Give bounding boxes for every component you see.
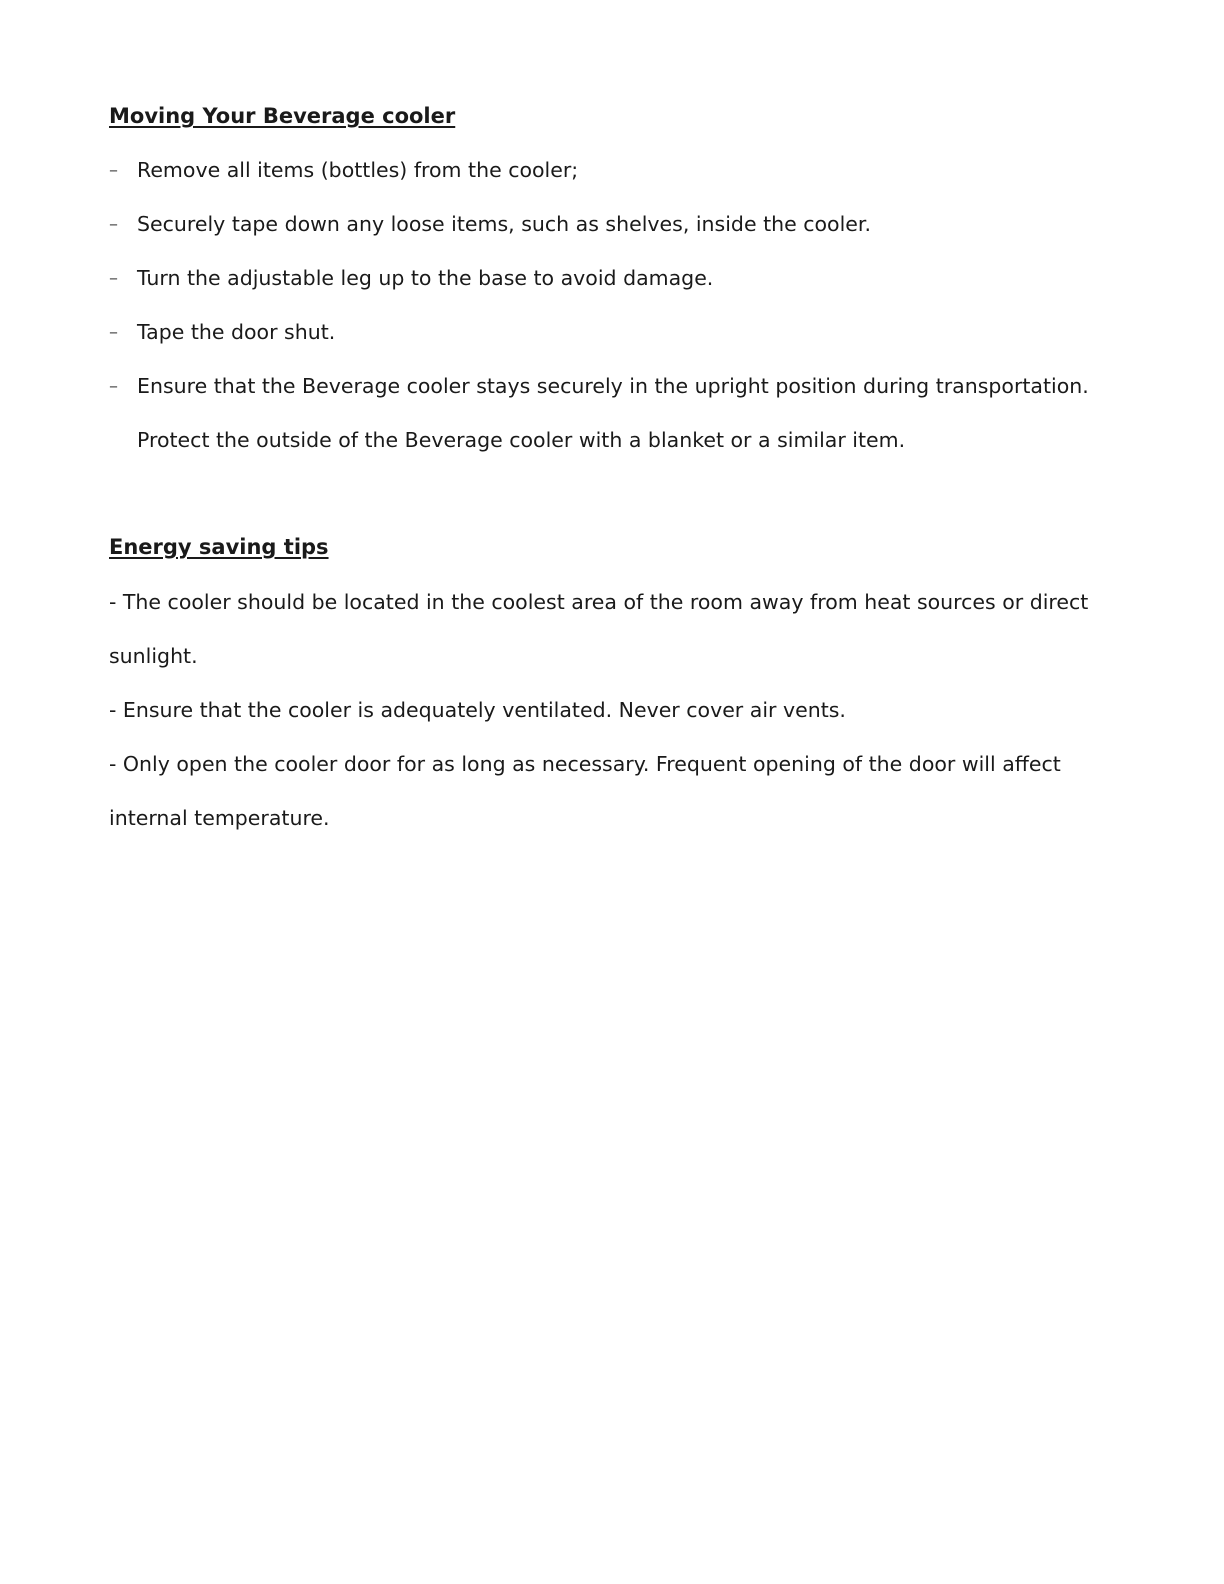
energy-tip-3-line-1: - Only open the cooler door for as long as necessary. Frequent opening of the door will affect xyxy=(109,752,1061,776)
moving-item-1: Remove all items (bottles) from the cooler; xyxy=(137,158,579,182)
moving-item-3: Turn the adjustable leg up to the base to avoid damage. xyxy=(137,266,714,290)
moving-item-4: Tape the door shut. xyxy=(137,320,336,344)
energy-tip-1-line-2: sunlight. xyxy=(109,644,198,668)
bullet-dash: – xyxy=(109,322,118,343)
moving-item-2: Securely tape down any loose items, such as shelves, inside the cooler. xyxy=(137,212,871,236)
bullet-dash: – xyxy=(109,214,118,235)
moving-section-heading: Moving Your Beverage cooler xyxy=(109,104,456,128)
moving-item-5: Ensure that the Beverage cooler stays securely in the upright position during transportation. xyxy=(137,374,1089,398)
bullet-dash: – xyxy=(109,268,118,289)
energy-tip-3-line-2: internal temperature. xyxy=(109,806,330,830)
bullet-dash: – xyxy=(109,160,118,181)
energy-tip-1-line-1: - The cooler should be located in the coolest area of the room away from heat sources or direct xyxy=(109,590,1089,614)
energy-section-heading: Energy saving tips xyxy=(109,535,329,559)
bullet-dash: – xyxy=(109,376,118,397)
energy-tip-2: - Ensure that the cooler is adequately ventilated. Never cover air vents. xyxy=(109,698,846,722)
moving-item-5-continuation: Protect the outside of the Beverage cooler with a blanket or a similar item. xyxy=(137,428,906,452)
